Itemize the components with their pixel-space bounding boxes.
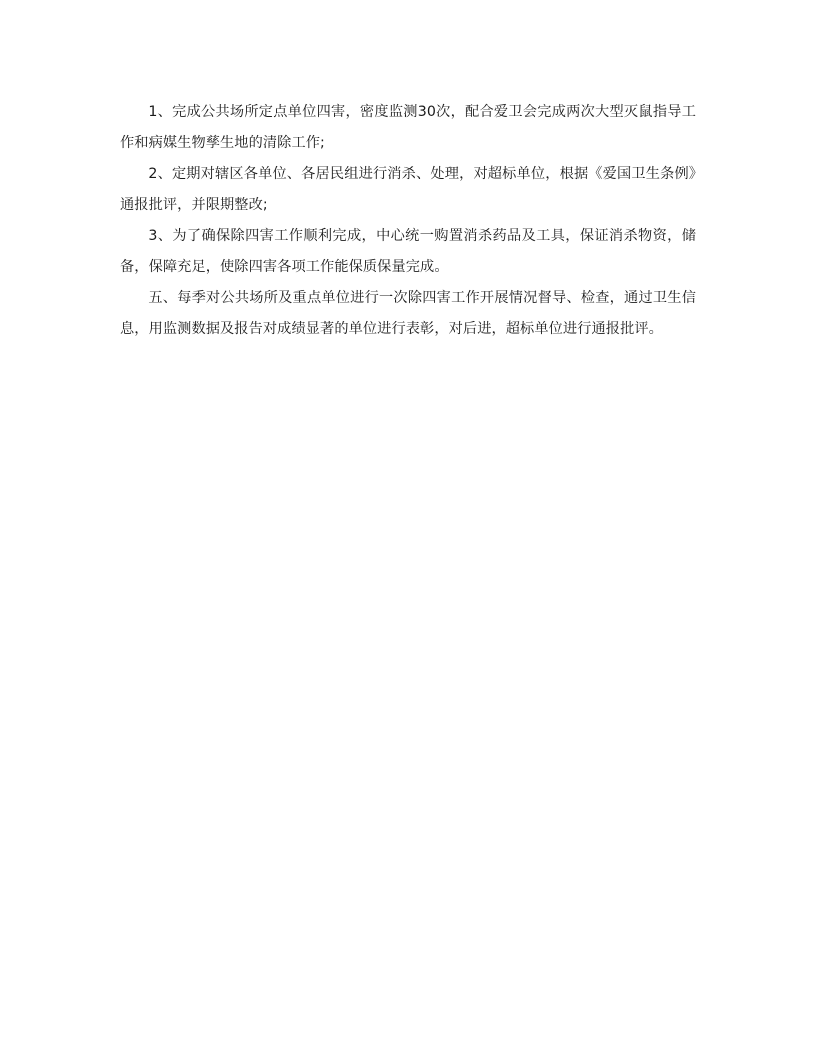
paragraph-item-2: 2、定期对辖区各单位、各居民组进行消杀、处理，对超标单位，根据《爱国卫生条例》通报批评，并限期整改; [120,166,696,213]
paragraph-item-1: 1、完成公共场所定点单位四害，密度监测30次，配合爱卫会完成两次大型灭鼠指导工作和病媒生物孳生地的清除工作; [120,104,696,151]
paragraph-section-5: 五、每季对公共场所及重点单位进行一次除四害工作开展情况督导、检查，通过卫生信息，用监测数据及报告对成绩显著的单位进行表彰，对后进，超标单位进行通报批评。 [120,290,696,337]
document-body [120,97,696,345]
paragraph-item-3: 3、为了确保除四害工作顺利完成，中心统一购置消杀药品及工具，保证消杀物资，储备，保障充足，使除四害各项工作能保质保量完成。 [120,228,696,275]
